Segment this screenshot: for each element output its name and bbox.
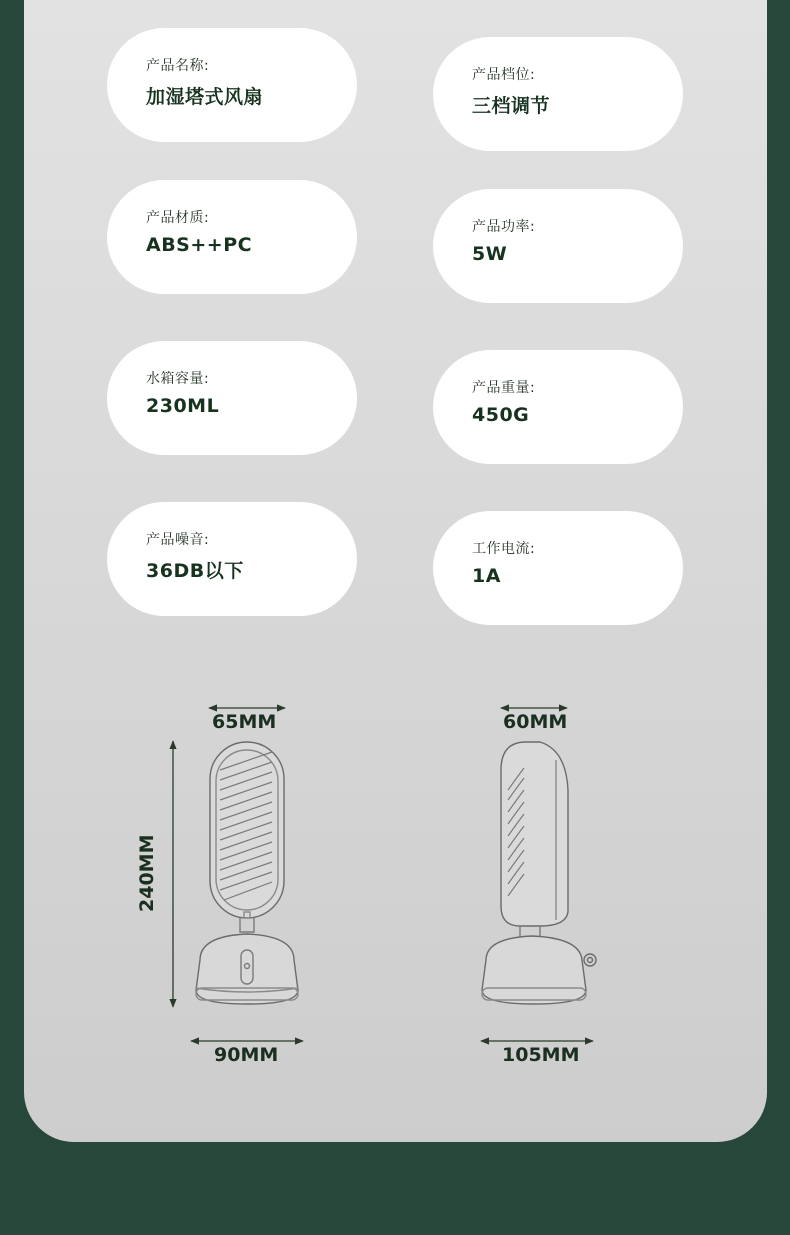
spec-value: 三档调节 — [472, 95, 551, 117]
spec-label: 产品档位: — [472, 67, 536, 83]
spec-value: 加湿塔式风扇 — [146, 86, 264, 108]
dimension-label-side-top: 60MM — [503, 711, 568, 733]
spec-label: 产品功率: — [472, 219, 536, 235]
spec-value: 36DB以下 — [146, 560, 244, 582]
dimension-label-front-base: 90MM — [214, 1044, 279, 1066]
spec-label: 水箱容量: — [146, 371, 210, 387]
spec-label: 产品重量: — [472, 380, 536, 396]
spec-value: 230ML — [146, 395, 220, 417]
spec-value: 450G — [472, 404, 530, 426]
spec-label: 产品噪音: — [146, 532, 210, 548]
dimension-label-height: 240MM — [136, 834, 158, 912]
dimension-label-side-base: 105MM — [502, 1044, 580, 1066]
spec-value: 5W — [472, 243, 508, 265]
spec-value: ABS++PC — [146, 234, 253, 256]
fan-side-view — [482, 742, 596, 1004]
spec-label: 产品材质: — [146, 210, 210, 226]
spec-value: 1A — [472, 565, 501, 587]
dimension-label-front-top: 65MM — [212, 711, 277, 733]
fan-front-view — [196, 742, 298, 1004]
spec-label: 产品名称: — [146, 58, 210, 74]
spec-label: 工作电流: — [472, 541, 536, 557]
